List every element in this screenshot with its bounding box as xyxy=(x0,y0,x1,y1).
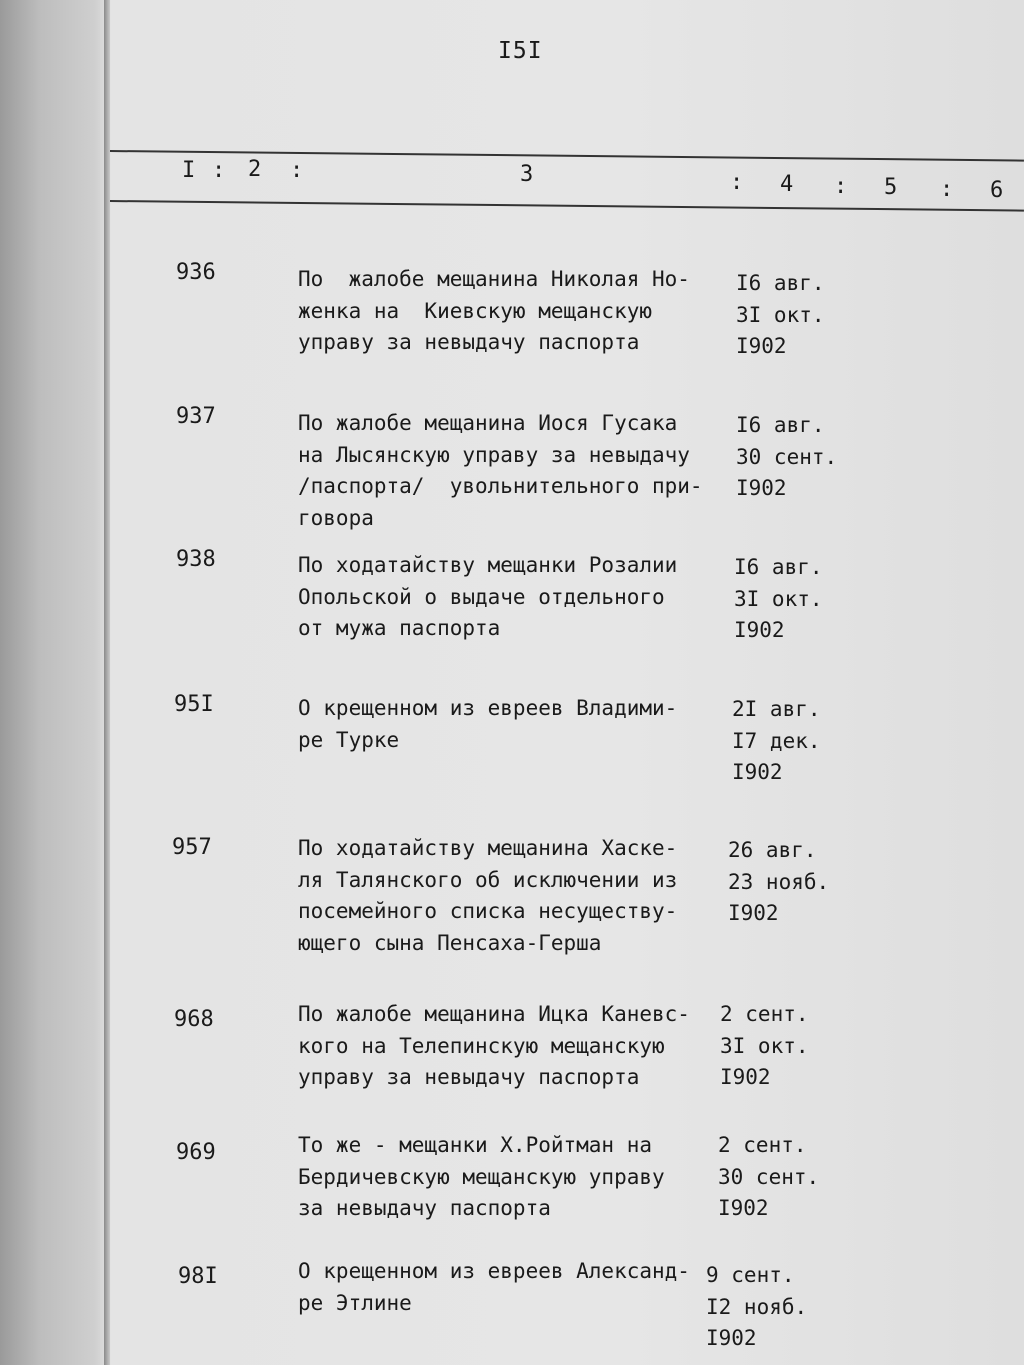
date-end: 30 сент. xyxy=(718,1164,820,1189)
entry-description xyxy=(298,550,677,645)
entry-line: Опольской о выдаче отдельного xyxy=(298,584,665,609)
header-sep-1: : xyxy=(212,158,226,183)
entry-line: ля Талянского об исключении из xyxy=(298,867,678,892)
entry-line: кого на Телепинскую мещанскую xyxy=(298,1033,665,1058)
entry-number: 98I xyxy=(178,1264,218,1289)
date-year: I902 xyxy=(706,1326,757,1350)
entry-description xyxy=(298,1256,690,1319)
page-fold xyxy=(104,0,110,1365)
entry-line: управу за невыдачу паспорта xyxy=(298,330,640,354)
entry-dates xyxy=(728,835,829,930)
date-end: 3I окт. xyxy=(736,302,825,327)
entry-line: То же - мещанки Х.Ройтман на xyxy=(298,1133,653,1157)
header-col-3: 3 xyxy=(520,162,534,187)
entry-number: 969 xyxy=(176,1140,216,1165)
entry-line: ющего сына Пенсаха-Герша xyxy=(298,930,602,955)
entry-number: 936 xyxy=(176,260,216,285)
entry-dates xyxy=(718,1130,819,1225)
date-end: 3I окт. xyxy=(720,1033,809,1058)
date-start: I6 авг. xyxy=(734,555,823,579)
date-year: I902 xyxy=(734,618,785,642)
entry-description xyxy=(298,264,690,359)
date-start: I6 авг. xyxy=(736,271,825,295)
entry-dates xyxy=(720,999,809,1094)
entry-line: По жалобе мещанина Ицка Каневс- xyxy=(298,1002,690,1026)
date-end: I2 нояб. xyxy=(706,1294,808,1319)
header-col-2: 2 xyxy=(248,157,262,182)
entry-number: 938 xyxy=(176,547,216,572)
date-year: I902 xyxy=(720,1065,771,1089)
date-year: I902 xyxy=(732,760,783,784)
entry-line: женка на Киевскую мещанскую xyxy=(298,298,653,323)
date-end: 3I окт. xyxy=(734,586,823,611)
date-end: 23 нояб. xyxy=(728,869,830,894)
entry-dates xyxy=(736,268,825,363)
entry-line: ре Турке xyxy=(298,727,400,752)
entry-line: говора xyxy=(298,505,374,530)
header-sep-3: : xyxy=(730,170,744,195)
date-start: I6 авг. xyxy=(736,413,825,437)
date-year: I902 xyxy=(736,476,787,500)
entry-number: 968 xyxy=(174,1007,214,1032)
entry-line: По жалобе мещанина Николая Но- xyxy=(298,267,690,291)
date-start: 2I авг. xyxy=(732,697,821,721)
date-end: 30 сент. xyxy=(736,444,838,469)
date-start: 9 сент. xyxy=(706,1263,795,1287)
header-col-4: 4 xyxy=(780,172,794,197)
entry-line: на Лысянскую управу за невыдачу xyxy=(298,442,690,467)
entry-description xyxy=(298,693,677,756)
entry-number: 957 xyxy=(172,835,212,860)
entry-number: 937 xyxy=(176,404,216,429)
date-end: I7 дек. xyxy=(732,728,821,753)
header-col-1: I xyxy=(182,158,196,183)
entry-dates xyxy=(732,694,821,789)
entry-line: управу за невыдачу паспорта xyxy=(298,1065,640,1089)
date-start: 2 сент. xyxy=(720,1002,809,1026)
entry-line: По жалобе мещанина Иося Гусака xyxy=(298,411,678,435)
entry-number: 95I xyxy=(174,692,214,717)
header-sep-4: : xyxy=(834,174,848,199)
date-year: I902 xyxy=(728,901,779,925)
date-start: 2 сент. xyxy=(718,1133,807,1157)
entry-description xyxy=(298,1130,665,1225)
header-sep-2: : xyxy=(290,158,304,183)
header-sep-5: : xyxy=(940,177,954,202)
date-year: I902 xyxy=(718,1196,769,1220)
entry-description xyxy=(298,833,677,959)
entry-line: О крещенном из евреев Владими- xyxy=(298,696,678,720)
entry-line: По ходатайству мещанки Розалии xyxy=(298,553,678,577)
entry-line: от мужа паспорта xyxy=(298,616,501,640)
entry-line: По ходатайству мещанина Хаске- xyxy=(298,836,678,860)
entry-dates xyxy=(734,552,823,647)
page-number: I5I xyxy=(498,38,543,64)
entry-line: ре Этлине xyxy=(298,1290,412,1315)
entry-line: за невыдачу паспорта xyxy=(298,1196,551,1220)
date-year: I902 xyxy=(736,334,787,358)
entry-description xyxy=(298,999,690,1094)
entry-dates xyxy=(706,1260,807,1355)
entry-line: посемейного списка несуществу- xyxy=(298,899,678,923)
entry-line: /паспорта/ увольнительного при- xyxy=(298,474,703,498)
entry-line: Бердичевскую мещанскую управу xyxy=(298,1164,665,1189)
header-col-6: 6 xyxy=(990,178,1004,203)
entry-dates xyxy=(736,410,837,505)
header-col-5: 5 xyxy=(884,175,898,200)
entry-description xyxy=(298,408,703,534)
date-start: 26 авг. xyxy=(728,838,817,862)
entry-line: О крещенном из евреев Александ- xyxy=(298,1259,690,1283)
